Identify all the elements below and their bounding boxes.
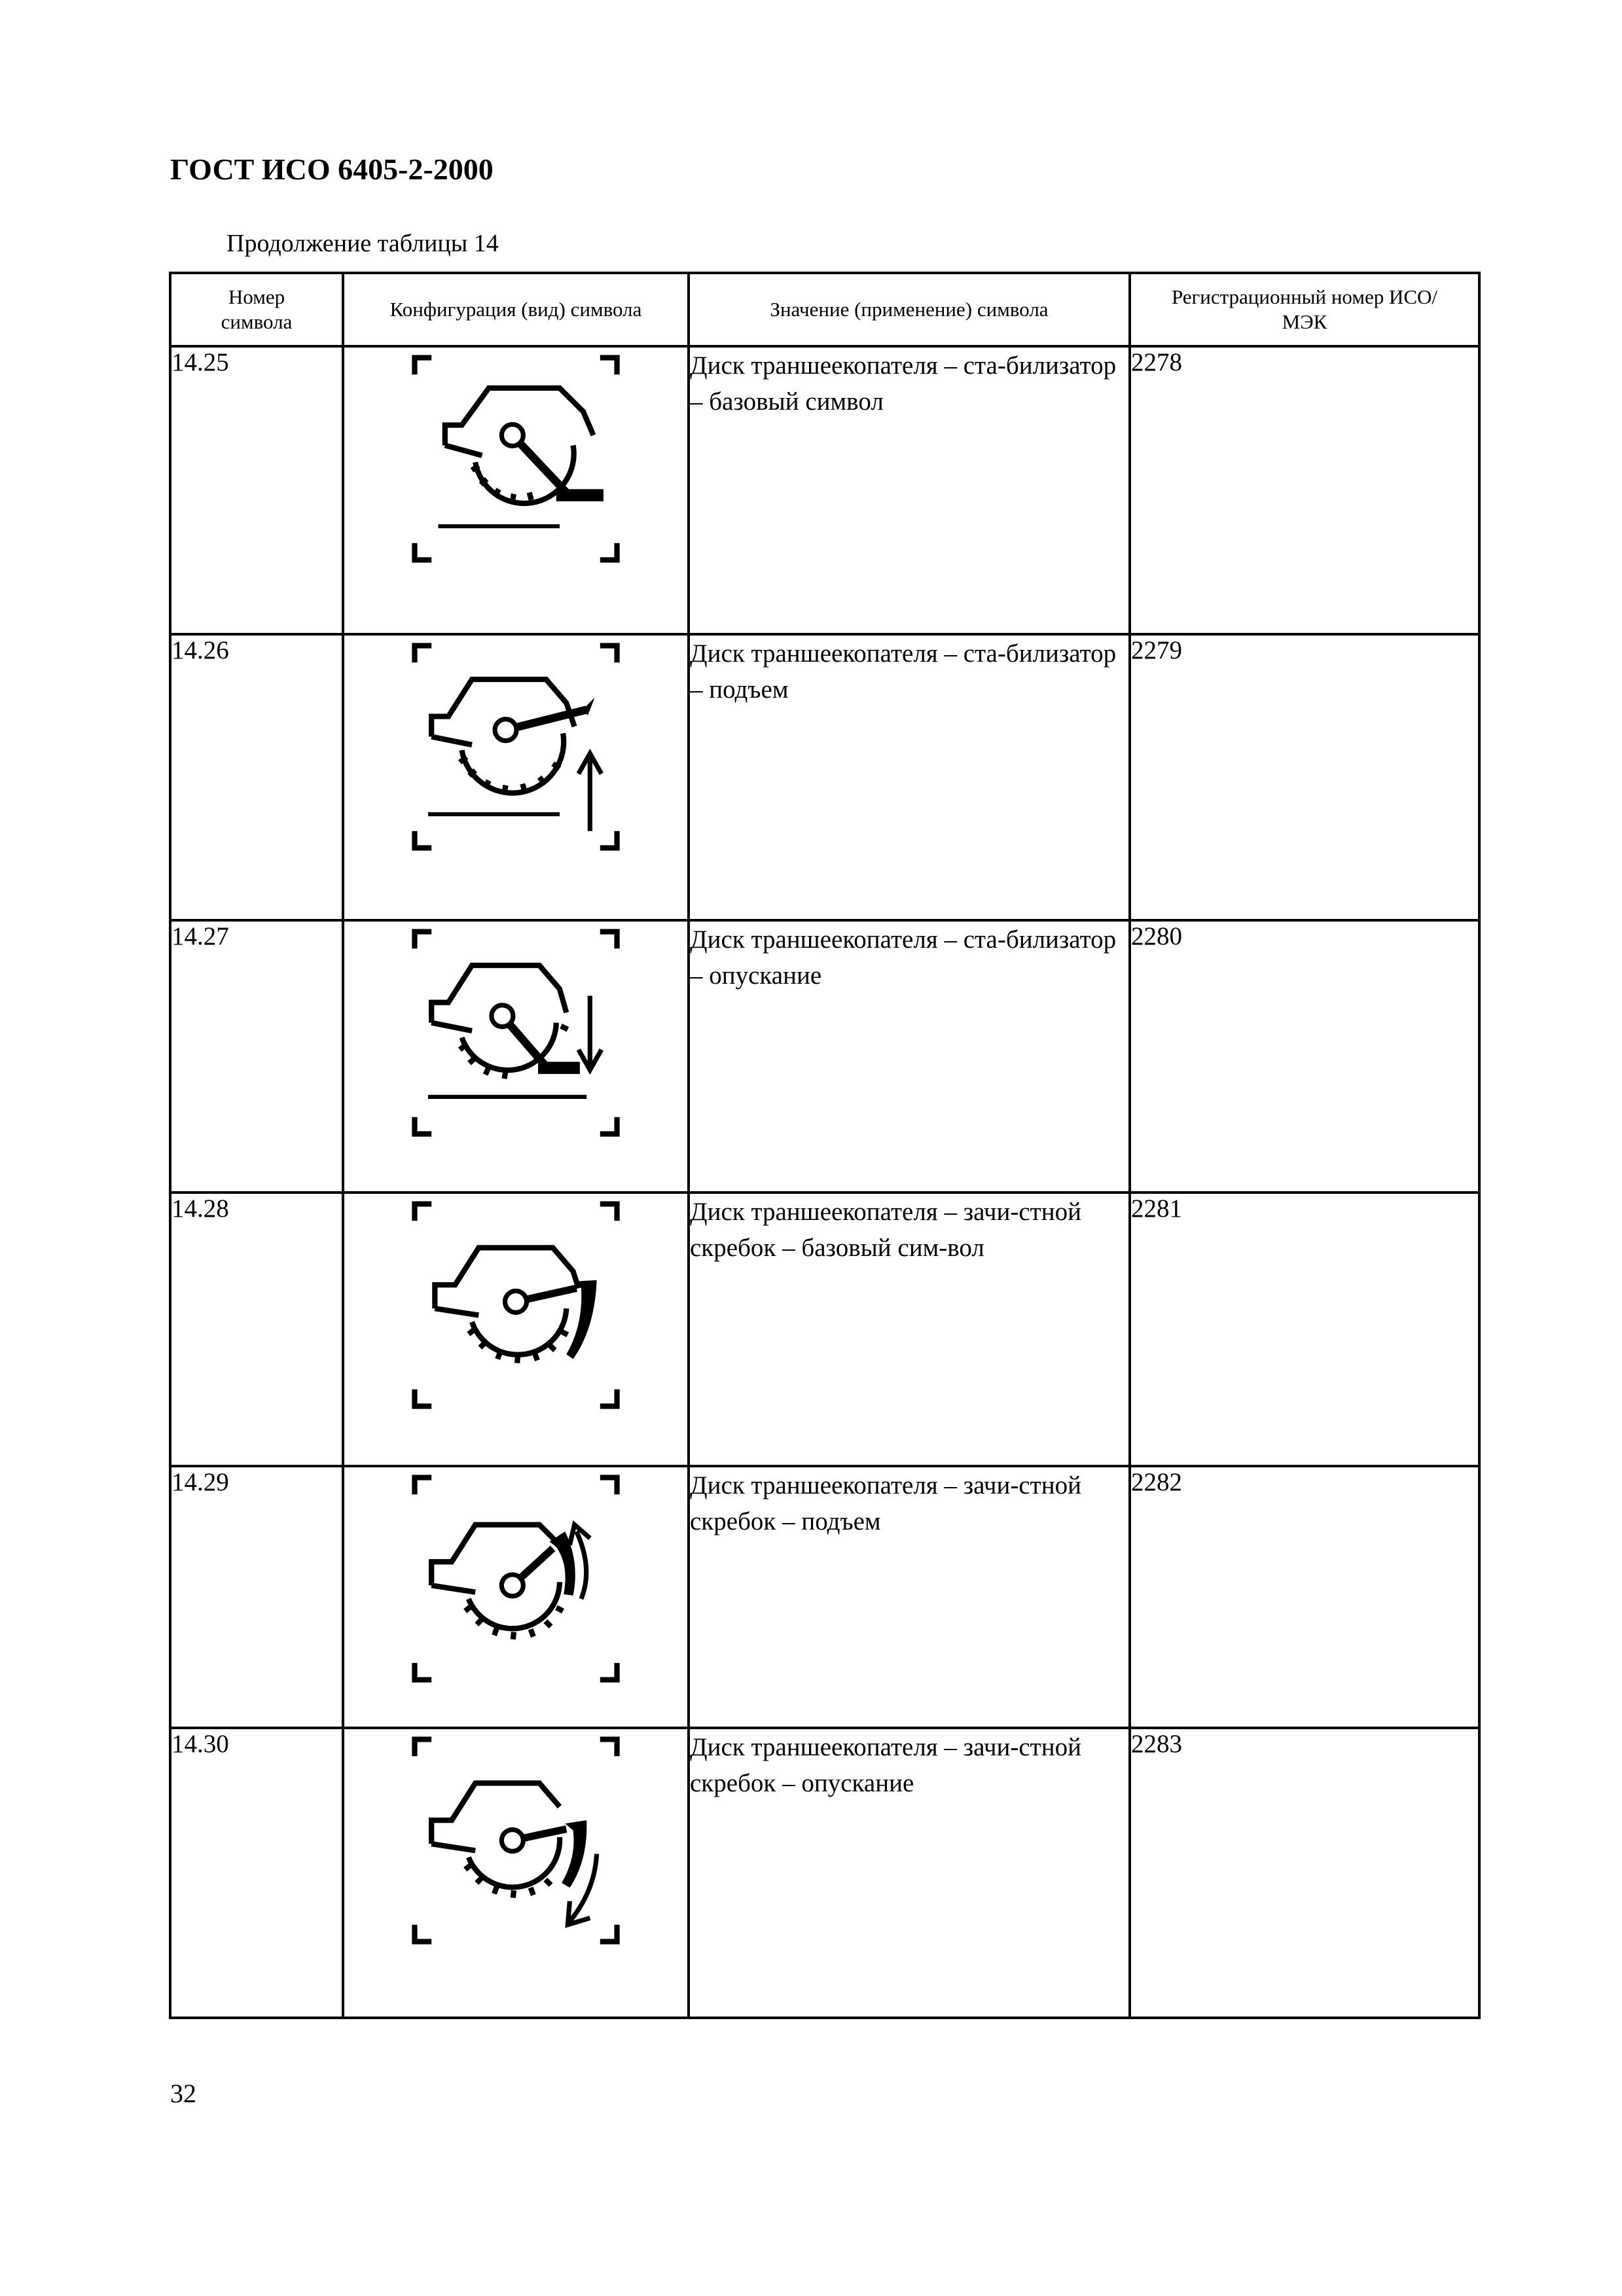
document-header: ГОСТ ИСО 6405-2-2000 bbox=[170, 152, 494, 186]
table-row bbox=[170, 346, 1479, 634]
registration-number: 2281 bbox=[1130, 1193, 1479, 1466]
symbol-configuration-cell bbox=[343, 346, 689, 634]
header-registration-number: Регистрационный номер ИСО/МЭК bbox=[1130, 273, 1479, 346]
trencher-disk-stabilizer-raise-icon bbox=[405, 636, 627, 858]
symbols-table bbox=[169, 272, 1481, 2019]
table-row bbox=[170, 1466, 1479, 1728]
header-symbol-number: Номер символа bbox=[170, 273, 343, 346]
symbol-meaning: Диск траншеекопателя – зачи-стной скребок – базовый сим-вол bbox=[689, 1193, 1130, 1466]
symbol-meaning: Диск траншеекопателя – зачи-стной скребок – подъем bbox=[689, 1466, 1130, 1728]
header-symbol-meaning: Значение (применение) символа bbox=[689, 273, 1130, 346]
symbol-number: 14.30 bbox=[170, 1728, 343, 2018]
registration-number: 2278 bbox=[1130, 346, 1479, 634]
registration-number: 2283 bbox=[1130, 1728, 1479, 2018]
trencher-disk-stabilizer-base-icon bbox=[405, 348, 627, 570]
trencher-disk-scraper-lower-icon bbox=[405, 1729, 627, 1952]
symbol-configuration-cell bbox=[343, 920, 689, 1193]
symbol-meaning: Диск траншеекопателя – ста-билизатор – опускание bbox=[689, 920, 1130, 1193]
registration-number: 2282 bbox=[1130, 1466, 1479, 1728]
symbol-meaning: Диск траншеекопателя – зачи-стной скребок – опускание bbox=[689, 1728, 1130, 2018]
trencher-disk-stabilizer-lower-icon bbox=[405, 922, 627, 1144]
registration-number: 2279 bbox=[1130, 634, 1479, 920]
table-row bbox=[170, 1728, 1479, 2018]
symbol-number: 14.29 bbox=[170, 1466, 343, 1728]
symbol-number: 14.28 bbox=[170, 1193, 343, 1466]
header-symbol-configuration: Конфигурация (вид) символа bbox=[343, 273, 689, 346]
symbol-meaning: Диск траншеекопателя – ста-билизатор – подъем bbox=[689, 634, 1130, 920]
symbol-number: 14.27 bbox=[170, 920, 343, 1193]
table-row bbox=[170, 920, 1479, 1193]
table-row bbox=[170, 634, 1479, 920]
registration-number: 2280 bbox=[1130, 920, 1479, 1193]
symbol-configuration-cell bbox=[343, 634, 689, 920]
symbol-number: 14.26 bbox=[170, 634, 343, 920]
trencher-disk-scraper-raise-icon bbox=[405, 1467, 627, 1690]
page-number: 32 bbox=[170, 2079, 196, 2108]
symbol-configuration-cell bbox=[343, 1466, 689, 1728]
table-row bbox=[170, 1193, 1479, 1466]
table-caption: Продолжение таблицы 14 bbox=[226, 230, 499, 257]
table-header-row bbox=[170, 273, 1479, 346]
symbol-number: 14.25 bbox=[170, 346, 343, 634]
symbol-meaning: Диск траншеекопателя – ста-билизатор – базовый символ bbox=[689, 346, 1130, 634]
trencher-disk-scraper-base-icon bbox=[405, 1194, 627, 1416]
symbol-configuration-cell bbox=[343, 1193, 689, 1466]
symbol-configuration-cell bbox=[343, 1728, 689, 2018]
